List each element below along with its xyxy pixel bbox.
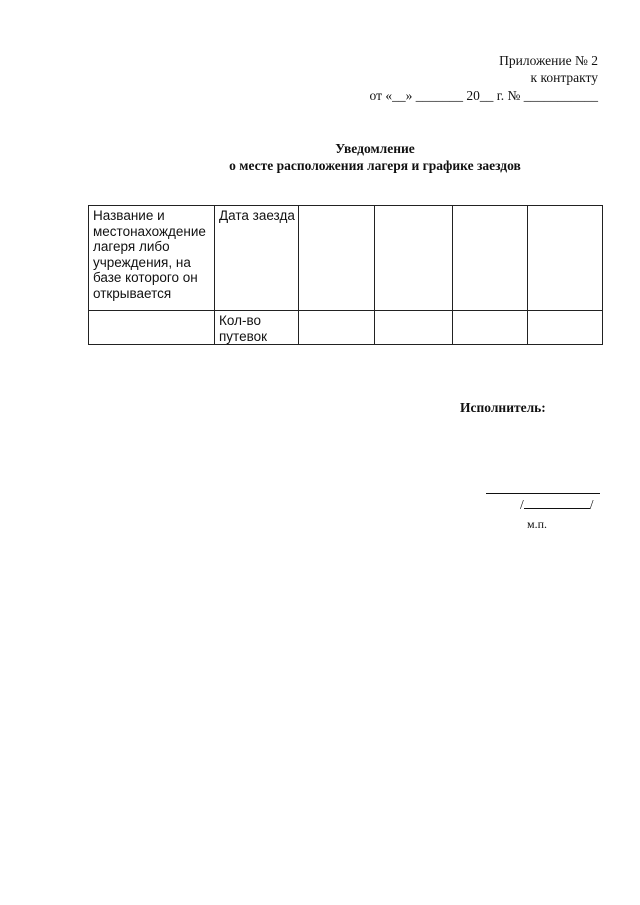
table-row — [89, 311, 603, 345]
empty-cell — [299, 311, 375, 345]
table-row — [89, 206, 603, 311]
stamp-label: м.п. — [527, 517, 548, 531]
executor-label: Исполнитель: — [460, 400, 546, 415]
voucher-count-label-cell: Кол-во путевок — [215, 311, 299, 345]
empty-cell — [89, 311, 215, 345]
signature-line — [486, 493, 600, 494]
slash-left: / — [520, 497, 524, 512]
notice-title: Уведомление — [335, 141, 415, 156]
camp-name-header-cell: Название и местонахождение лагеря либо учреждения, на базе которого он открывается — [89, 206, 215, 311]
slash-right: / — [589, 497, 594, 512]
empty-cell — [299, 206, 375, 311]
empty-cell — [453, 311, 528, 345]
empty-cell — [375, 206, 453, 311]
empty-cell — [528, 311, 603, 345]
schedule-table — [88, 205, 603, 345]
signature-name-field — [520, 497, 602, 513]
name-underline — [524, 497, 590, 509]
appendix-title: Приложение № 2 — [499, 53, 598, 68]
contract-label: к контракту — [530, 70, 598, 85]
empty-cell — [528, 206, 603, 311]
empty-cell — [375, 311, 453, 345]
empty-cell — [453, 206, 528, 311]
notice-subtitle: о месте расположения лагеря и графике заездов — [229, 158, 521, 173]
arrival-date-label-cell: Дата заезда — [215, 206, 299, 311]
contract-reference: от «__» _______ 20__ г. № ___________ — [369, 88, 598, 103]
